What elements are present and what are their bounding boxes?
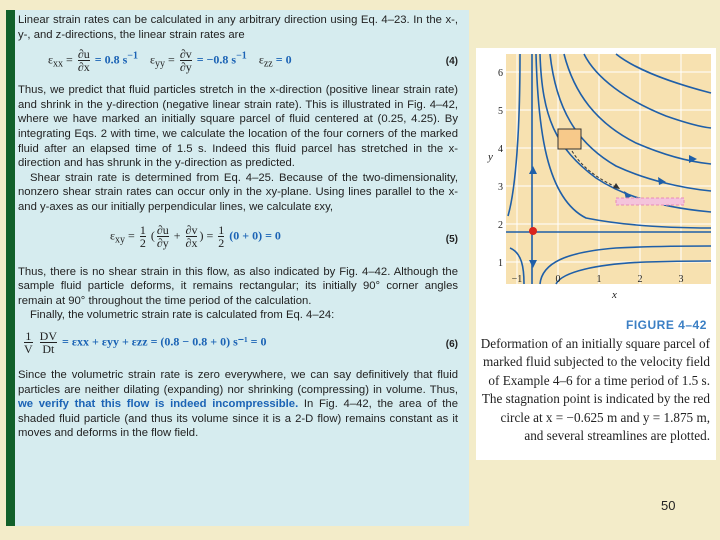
figure-panel — [476, 48, 716, 460]
figure-caption: Deformation of an initially square parcel of marked fluid subjected to the velocity field of Example 4–6 for a time period of 1.5 s. The stagnation point is indicated by the red circle at x = −0.625 m and y = 1.875 m, and several streamlines are plotted. — [480, 336, 710, 444]
svg-text:6: 6 — [498, 68, 503, 79]
svg-text:3: 3 — [678, 274, 684, 285]
x-axis-label: x — [612, 289, 617, 301]
page-number: 50 — [661, 498, 676, 513]
paragraph-4: Thus, there is no shear strain in this flow, as also indicated by Fig. 4–42. Although the sample fluid particle deforms, it remains rectangular; its initially 90° corner angles remain at 90° throughout the time period of the calculation. — [18, 265, 458, 307]
initial-parcel — [558, 129, 581, 149]
y-tick-labels — [498, 68, 503, 269]
y-axis-label: y — [488, 151, 493, 163]
plot-area — [506, 54, 711, 284]
svg-text:3: 3 — [498, 182, 503, 193]
equation-4: $\varepsilon_{xx}$ = $\frac{\partial u}{\partial x}$ = 0.8 $s^{-1}$ $\varepsilon_{yy}$ = $\frac{\partial v}{\partial y}$ = −0.8 $s^{-1}$ $\varepsilon_{zz} = 0$ (4) — [48, 47, 458, 75]
eq4-exx-val: = 0.8 s — [94, 52, 128, 67]
svg-text:2: 2 — [498, 220, 503, 231]
equation-5: $\varepsilon_{xy}$ = $\frac{1}{2}$ ( $\frac{\partial u}{\partial y}$ + $\frac{\partial v}{\partial x}$ ) = $\frac{1}{2}$ (0 + 0) = 0 (5) — [110, 222, 458, 250]
final-parcel — [616, 198, 684, 205]
svg-text:1: 1 — [498, 258, 503, 269]
body-text — [18, 13, 458, 441]
eq5-rhs: (0 + 0) = 0 — [229, 227, 281, 242]
eq4-eyy-sub: yy — [155, 58, 166, 70]
eq4-dvdy: $\frac{\partial v}{\partial y}$ — [179, 47, 192, 75]
svg-text:0: 0 — [555, 274, 561, 285]
eq4-ezz: ε — [258, 52, 264, 67]
svg-text:2: 2 — [637, 274, 643, 285]
svg-text:1: 1 — [596, 274, 602, 285]
stagnation-point — [529, 227, 537, 235]
svg-text:5: 5 — [498, 106, 503, 117]
paragraph-5: Finally, the volumetric strain rate is calculated from Eq. 4–24: — [30, 309, 335, 322]
eq4-ezz-val: = 0 — [275, 52, 292, 67]
eq6-number: (6) — [445, 338, 458, 350]
eq5-half: $\frac{1}{2}$ — [139, 222, 146, 250]
accent-bar — [6, 10, 15, 526]
eq4-eyy-val: = −0.8 s — [196, 52, 237, 67]
flow-field-figure — [476, 48, 716, 308]
conclusion-highlight: we verify that this flow is indeed incompressible. — [18, 398, 299, 411]
svg-text:4: 4 — [498, 144, 503, 155]
eq4-exx-sub: xx — [53, 58, 64, 70]
paragraph-3: Shear strain rate is determined from Eq. 4–25. Because of the two-dimensionality, nonzero shear strain rates can occur only in the xy-plane. Using lines parallel to the x- and y-axes as our initially perpendicular lines, we calculate εxy, — [18, 171, 458, 213]
eq5-number: (5) — [445, 233, 458, 245]
figure-title: FIGURE 4–42 — [626, 318, 707, 332]
paragraph-1: Linear strain rates can be calculated in any arbitrary direction using Eq. 4–23. In the x-, y-, and z-directions, the linear strain rates are — [18, 14, 458, 41]
paragraph-6: Since the volumetric strain rate is zero everywhere, we can say definitively that fluid particles are neither dilating (expanding) nor shrinking (compressing) in volume. Thus, we verify that this flow is indeed incompressible. In Fig. 4–42, the area of the shaded fluid particle (and thus its volume since it is a 2-D flow) remains constant as it moves and deforms in the flow field. — [18, 368, 458, 440]
eq4-number: (4) — [445, 56, 458, 68]
eq4-exx: ε — [48, 52, 54, 67]
equation-6: $\frac{1}{V}$ $\frac{DV}{Dt}$ = εxx + εyy + εzz = (0.8 − 0.8 + 0) s⁻¹ = 0 (6) — [24, 328, 458, 356]
eq6-rhs: = εxx + εyy + εzz = (0.8 − 0.8 + 0) s⁻¹ = 0 — [62, 334, 267, 349]
paragraph-2: Thus, we predict that fluid particles stretch in the x-direction (positive linear strain rate) and shrink in the y-direction (negative linear strain rate). This is illustrated in Fig. 4–42, where we have marked an initially square parcel of fluid centered at (0.25, 4.25). By integrating Eqs. 2 with time, we calculate the location of the four corners of the marked fluid after an elapsed time of 1.5 s. Indeed this fluid parcel has stretched in the x-direction and has shrunk in the y-direction as predicted. — [18, 84, 458, 170]
eq4-dudx: $\frac{\partial u}{\partial x}$ — [77, 47, 90, 75]
svg-text:−1: −1 — [511, 274, 523, 285]
